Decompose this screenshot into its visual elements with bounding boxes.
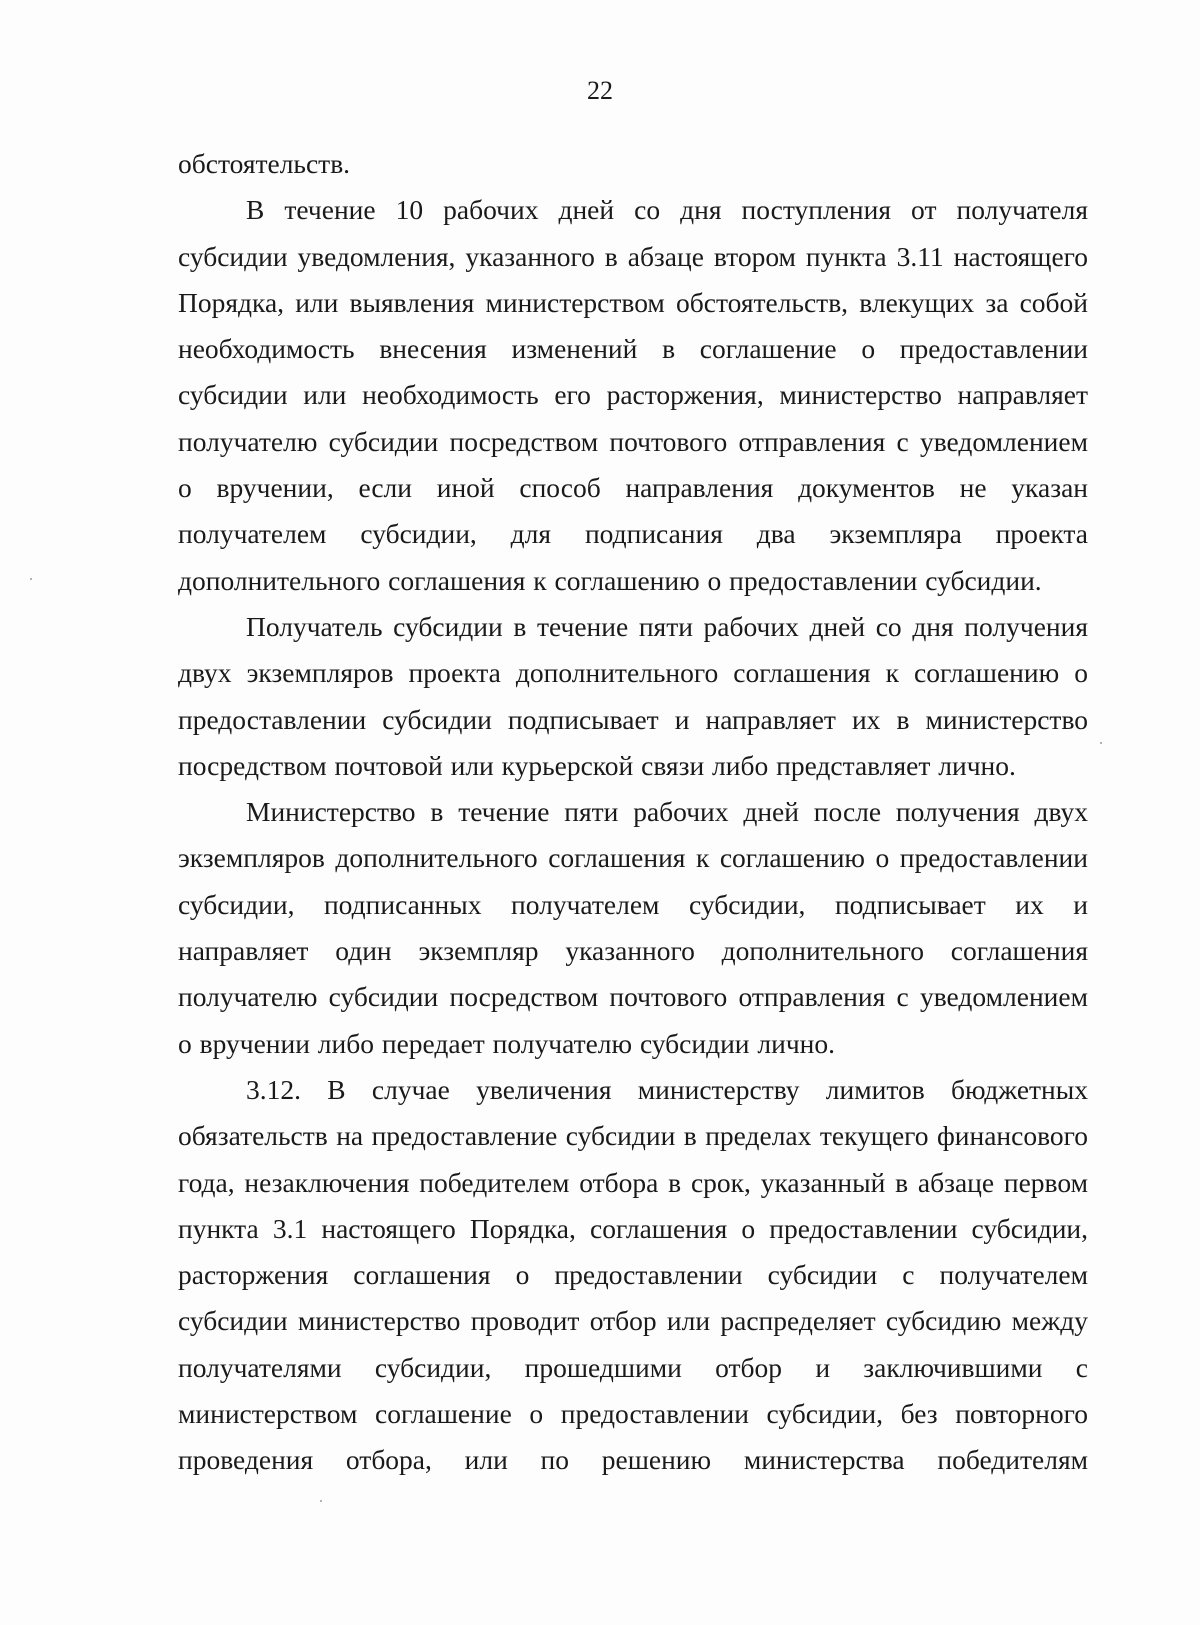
paragraph-ministry-signing: Министерство в течение пяти рабочих дней после получения двух экземпляров дополнительного соглашения к соглашению о предоставлении субсидии, подписанных получателем субсидии, подписывает их и направляет один экземпляр указанного дополнительного соглашения получателю субсидии посредством почтового отправления с уведомлением о вручении либо передает получателю субсидии лично. [178, 796, 1088, 1059]
scan-speck [1100, 742, 1102, 744]
document-body [178, 141, 1088, 1484]
paragraph-recipient-signing: Получатель субсидии в течение пяти рабочих дней со дня получения двух экземпляров проекта дополнительного соглашения к соглашению о предоставлении субсидии подписывает и направляет их в министерство посредством почтовой или курьерской связи либо представляет лично. [178, 610, 1088, 781]
paragraph-section-3-12: 3.12. В случае увеличения министерству лимитов бюджетных обязательств на предоставление субсидии в пределах текущего финансового года, незаключения победителем отбора в срок, указанный в абзаце первом пункта 3.1 настоящего Порядка, соглашения о предоставлении субсидии, расторжения соглашения о предоставлении субсидии с получателем субсидии министерство проводит отбор или распределяет субсидию между получателями субсидии, прошедшими отбор и заключившими с министерством соглашение о предоставлении субсидии, без повторного проведения отбора, или по решению министерства победителям [178, 1073, 1088, 1476]
scan-speck [320, 1500, 322, 1502]
page-number: 22 [587, 76, 613, 105]
paragraph-continuation: обстоятельств. [178, 148, 351, 179]
paragraph-notification-procedure: В течение 10 рабочих дней со дня поступления от получателя субсидии уведомления, указанного в абзаце втором пункта 3.11 настоящего Порядка, или выявления министерством обстоятельств, влекущих за собой необходимость внесения изменений в соглашение о предоставлении субсидии или необходимость его расторжения, министерство направляет получателю субсидии посредством почтового отправления с уведомлением о вручении, если иной способ направления документов не указан получателем субсидии, для подписания два экземпляра проекта дополнительного соглашения к соглашению о предоставлении субсидии. [178, 194, 1088, 596]
scan-speck [30, 578, 32, 580]
